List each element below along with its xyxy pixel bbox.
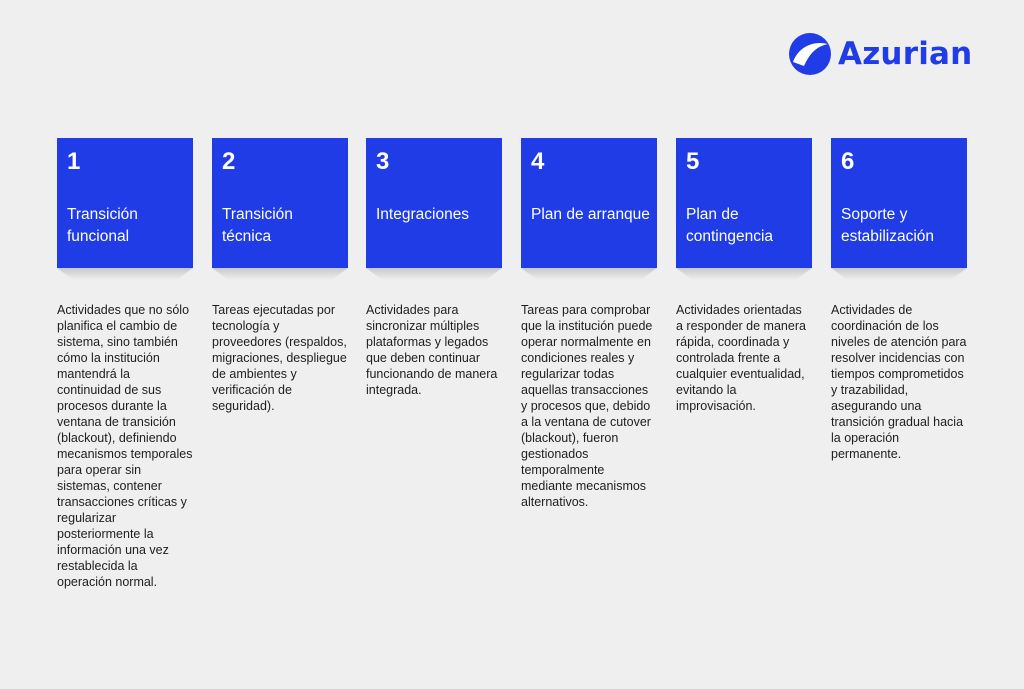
step-number: 2: [222, 148, 236, 175]
step-card-4: [521, 138, 657, 268]
step-number: 1: [67, 148, 81, 175]
step-description-3: Actividades para sincronizar múltiples plataformas y legados que deben continuar funcionando de manera integrada.: [366, 303, 498, 397]
step-description-4: Tareas para comprobar que la institución puede operar normalmente en condiciones reales y regularizar todas aquellas transacciones y procesos que, debido a la ventana de cutover (blackout), fueron gestionados temporalmente mediante mecanismos alternativos.: [521, 303, 653, 509]
step-card-2: [212, 138, 348, 268]
step-card-1: [57, 138, 193, 268]
step-description-2: Tareas ejecutadas por tecnología y proveedores (respaldos, migraciones, despliegue de ambientes y verificación de seguridad).: [212, 303, 347, 413]
step-title: Plan de contingencia: [686, 206, 774, 245]
step-title: Soporte y estabilización: [841, 206, 935, 245]
step-number: 5: [686, 148, 700, 175]
step-description-6: Actividades de coordinación de los niveles de atención para resolver incidencias con tiempos comprometidos y trazabilidad, asegurando una transición gradual hacia la operación permanente.: [831, 303, 967, 461]
azurian-logo-icon: [788, 32, 832, 76]
step-card-3: [366, 138, 502, 268]
step-number: 6: [841, 148, 855, 175]
step-description-5: Actividades orientadas a responder de manera rápida, coordinada y controlada frente a cualquier eventualidad, evitando la improvisación.: [676, 303, 806, 413]
step-card-6: [831, 138, 967, 268]
step-card-5: [676, 138, 812, 268]
step-title: Plan de arranque: [531, 206, 650, 223]
step-number: 4: [531, 148, 545, 175]
brand-name: Azurian: [838, 36, 973, 72]
step-title: Integraciones: [376, 206, 470, 223]
step-number: 3: [376, 148, 390, 175]
step-description-1: Actividades que no sólo planifica el cambio de sistema, sino también cómo la institución mantendrá la continuidad de sus procesos durante la ventana de transición (blackout), definiendo mecanismos temporales para operar sin sistemas, contener transacciones críticas y regularizar posteriormente la información una vez restablecida la operación normal.: [57, 303, 193, 589]
brand-logo: [788, 32, 972, 76]
step-title: Transición funcional: [67, 206, 138, 245]
step-title: Transición técnica: [222, 206, 293, 245]
